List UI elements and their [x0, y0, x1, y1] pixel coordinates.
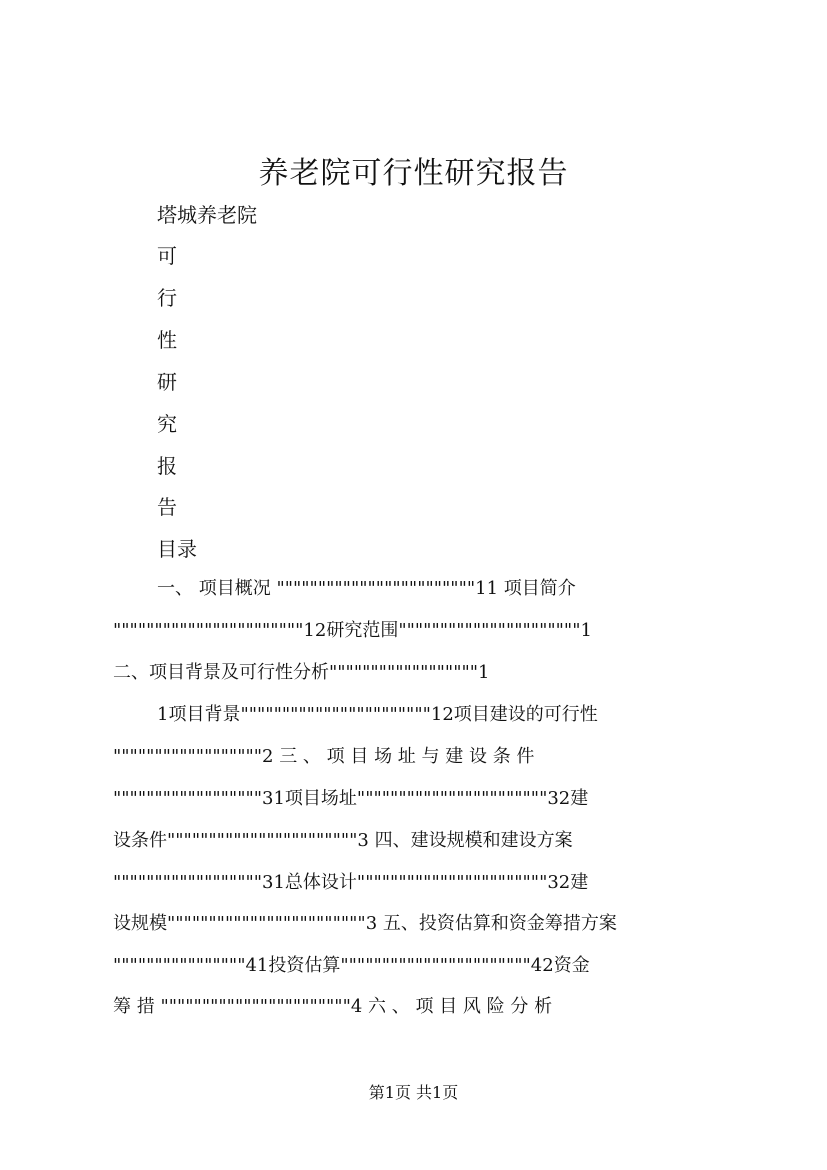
page-footer: 第1页 共1页 — [368, 1083, 459, 1102]
toc-line: 1项目背景"""""""""""""""""""""""12项目建设的可行性 — [157, 704, 598, 725]
toc-line: 设条件"""""""""""""""""""""""3 四、建设规模和建设方案 — [113, 830, 573, 851]
toc-line: 二、项目背景及可行性分析""""""""""""""""""1 — [113, 662, 490, 683]
subtitle-line: 性 — [157, 328, 177, 352]
subtitle-line: 研 — [157, 370, 177, 394]
subtitle-line: 行 — [157, 286, 177, 310]
subtitle-line: 究 — [157, 412, 177, 436]
subtitle-line: 报 — [157, 454, 177, 478]
toc-line: 一、 项目概况 """"""""""""""""""""""""11 项目简介 — [157, 578, 576, 599]
toc-line: """"""""""""""""41投资估算"""""""""""""""""""""""42资金 — [113, 955, 590, 976]
toc-line: """"""""""""""""""31项目场址"""""""""""""""""""""""32建 — [113, 788, 589, 809]
toc-line: 设规模""""""""""""""""""""""""3 五、投资估算和资金筹措方案 — [113, 913, 617, 934]
toc-line: """""""""""""""""""""""12研究范围""""""""""""""""""""""1 — [113, 620, 592, 641]
subtitle-line: 塔城养老院 — [157, 203, 257, 227]
toc-heading: 目录 — [157, 537, 197, 561]
toc-line: """"""""""""""""""2 三 、 项 目 场 址 与 建 设 条 件 — [113, 746, 535, 767]
subtitle-line: 告 — [157, 495, 177, 519]
subtitle-line: 可 — [157, 244, 177, 268]
toc-line: """"""""""""""""""31总体设计"""""""""""""""""""""""32建 — [113, 872, 589, 893]
toc-line: 筹 措 """""""""""""""""""""""4 六 、 项 目 风 险 分 析 — [113, 996, 553, 1017]
document-title: 养老院可行性研究报告 — [258, 156, 569, 191]
